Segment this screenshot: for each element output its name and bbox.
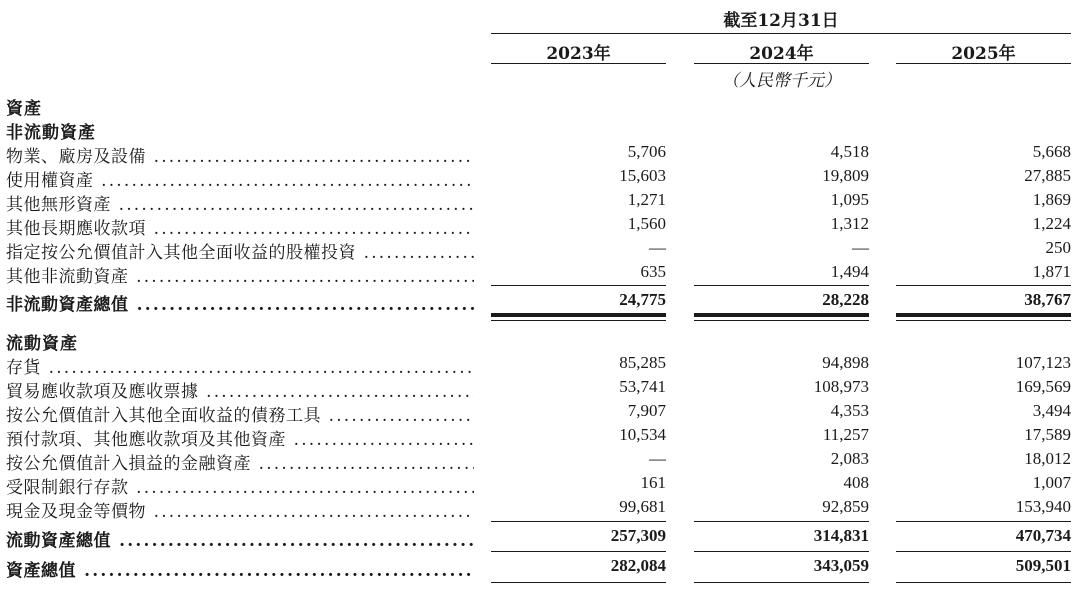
- value-2024: 408: [843, 473, 869, 492]
- value-2023: —: [649, 449, 666, 468]
- value-2025: 509,501: [1015, 556, 1071, 575]
- table-row: [0, 425, 1080, 448]
- subtotal-rule: [694, 551, 869, 552]
- subtotal-rule: [896, 521, 1071, 522]
- value-2023: 15,603: [619, 166, 666, 185]
- value-2023: —: [649, 238, 666, 257]
- unit-label: （人民幣千元）: [722, 71, 841, 91]
- value-2024: 314,831: [813, 526, 869, 545]
- value-2023: 161: [640, 473, 666, 492]
- value-2025: 470,734: [1015, 526, 1071, 545]
- value-2024: 1,494: [830, 262, 869, 281]
- table-row: [0, 262, 1080, 285]
- table-row: [0, 401, 1080, 424]
- row-label: 資產總值 .....: [6, 556, 474, 581]
- row-label: 受限制銀行存款 .....: [6, 473, 474, 498]
- total-rule: [896, 320, 1071, 321]
- value-2025: 18,012: [1024, 449, 1071, 468]
- value-2024: 4,518: [830, 142, 869, 161]
- value-2023: 10,534: [619, 425, 666, 444]
- table-row: [0, 449, 1080, 472]
- value-2024: 1,312: [830, 214, 869, 233]
- value-2023: 635: [640, 262, 666, 281]
- row-label: 其他無形資產 .....: [6, 190, 474, 215]
- year-2025-rule: [896, 63, 1071, 64]
- subtotal-rule: [491, 551, 666, 552]
- value-2024: 19,809: [822, 166, 869, 185]
- total-rule: [491, 313, 666, 317]
- value-2023: 1,560: [627, 214, 666, 233]
- value-2025: 153,940: [1015, 497, 1071, 516]
- row-label: 其他長期應收款項 .....: [6, 214, 474, 239]
- table-row: [0, 166, 1080, 189]
- subtotal-rule: [694, 521, 869, 522]
- row-label: 預付款項、其他應收款項及其他資產 .....: [6, 425, 474, 450]
- row-label: 指定按公允價值計入其他全面收益的股權投資 .....: [6, 238, 474, 263]
- table-row: [0, 353, 1080, 376]
- subtotal-rule: [491, 521, 666, 522]
- subtotal-rule: [491, 285, 666, 286]
- value-2025: 1,871: [1032, 262, 1071, 281]
- value-2024: 2,083: [830, 449, 869, 468]
- value-2025: 169,569: [1015, 377, 1071, 396]
- subtotal-rule: [896, 551, 1071, 552]
- value-2023: 282,084: [610, 556, 666, 575]
- value-2025: 5,668: [1032, 142, 1071, 161]
- section-assets: 資產: [6, 99, 42, 119]
- section-current: 流動資產: [6, 334, 78, 354]
- row-label: 非流動資產總值 .....: [6, 290, 474, 315]
- row-label: 物業、廠房及設備 .....: [6, 142, 474, 167]
- value-2023: 1,271: [627, 190, 666, 209]
- assets-total-row: [0, 556, 1080, 579]
- period-rule: [491, 33, 1071, 34]
- value-2024: 1,095: [830, 190, 869, 209]
- non-current-total-row: [0, 290, 1080, 313]
- section-non-current: 非流動資產: [6, 123, 96, 143]
- row-label: 按公允價值計入其他全面收益的債務工具 .....: [6, 401, 474, 426]
- year-2024-rule: [694, 63, 869, 64]
- value-2025: 1,869: [1032, 190, 1071, 209]
- value-2024: 4,353: [830, 401, 869, 420]
- value-2023: 257,309: [610, 526, 666, 545]
- value-2023: 7,907: [627, 401, 666, 420]
- row-label: 流動資產總值 .....: [6, 526, 474, 551]
- subtotal-rule: [896, 285, 1071, 286]
- value-2024: —: [852, 238, 869, 257]
- table-row: [0, 214, 1080, 237]
- value-2023: 24,775: [619, 290, 666, 309]
- year-2023-header: 2023年: [546, 44, 611, 64]
- bottom-rule: [896, 582, 1071, 583]
- table-row: [0, 190, 1080, 213]
- value-2024: 28,228: [822, 290, 869, 309]
- value-2025: 250: [1045, 238, 1071, 257]
- row-label: 按公允價值計入損益的金融資產 .....: [6, 449, 474, 474]
- row-label: 其他非流動資產 .....: [6, 262, 474, 287]
- table-row: [0, 497, 1080, 520]
- bottom-rule: [491, 582, 666, 583]
- value-2024: 11,257: [822, 425, 869, 444]
- year-2023-rule: [491, 63, 666, 64]
- row-label: 存貨 .....: [6, 353, 474, 378]
- total-rule: [896, 313, 1071, 317]
- value-2025: 38,767: [1024, 290, 1071, 309]
- value-2023: 5,706: [627, 142, 666, 161]
- total-rule: [694, 320, 869, 321]
- total-rule: [491, 320, 666, 321]
- value-2024: 108,973: [813, 377, 869, 396]
- value-2025: 1,224: [1032, 214, 1071, 233]
- table-row: [0, 377, 1080, 400]
- total-rule: [694, 313, 869, 317]
- value-2025: 107,123: [1015, 353, 1071, 372]
- value-2025: 17,589: [1024, 425, 1071, 444]
- table-row: [0, 473, 1080, 496]
- row-label: 使用權資產 .....: [6, 166, 474, 191]
- period-header: 截至12月31日: [723, 11, 839, 31]
- row-label: 現金及現金等價物 .....: [6, 497, 474, 522]
- value-2024: 94,898: [822, 353, 869, 372]
- table-row: [0, 238, 1080, 261]
- value-2024: 343,059: [813, 556, 869, 575]
- table-row: [0, 142, 1080, 165]
- year-2025-header: 2025年: [951, 44, 1016, 64]
- value-2023: 99,681: [619, 497, 666, 516]
- value-2023: 53,741: [619, 377, 666, 396]
- current-total-row: [0, 526, 1080, 549]
- year-2024-header: 2024年: [749, 44, 814, 64]
- value-2023: 85,285: [619, 353, 666, 372]
- row-label: 貿易應收款項及應收票據 .....: [6, 377, 474, 402]
- value-2025: 3,494: [1032, 401, 1071, 420]
- subtotal-rule: [694, 285, 869, 286]
- value-2025: 1,007: [1032, 473, 1071, 492]
- value-2025: 27,885: [1024, 166, 1071, 185]
- bottom-rule: [694, 582, 869, 583]
- value-2024: 92,859: [822, 497, 869, 516]
